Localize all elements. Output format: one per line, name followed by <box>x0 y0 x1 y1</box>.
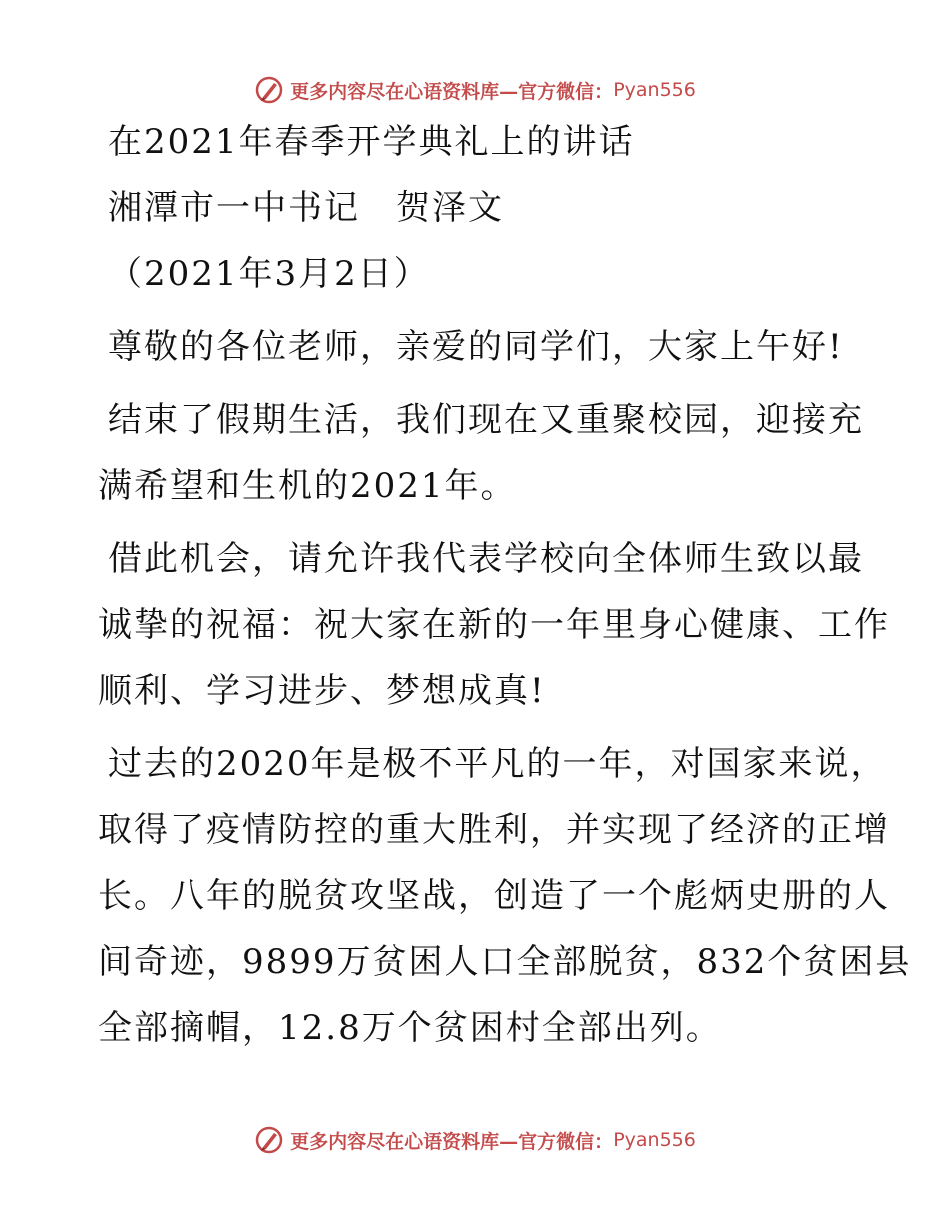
paragraph-line: 满希望和生机的2021年。 <box>98 466 517 506</box>
document-body <box>98 118 912 1052</box>
watermark-wechat-label: 官方微信： <box>518 80 614 103</box>
paragraph-line: 借此机会，请允许我代表学校向全体师生致以最 <box>108 539 864 579</box>
greeting: 尊敬的各位老师，亲爱的同学们，大家上午好! <box>108 327 844 367</box>
paragraph-3 <box>98 740 912 1052</box>
document-title: 在2021年春季开学典礼上的讲话 <box>108 122 635 162</box>
paragraph-line: 结束了假期生活，我们现在又重聚校园，迎接充 <box>108 400 864 440</box>
paragraph-2 <box>98 535 890 715</box>
watermark-text: 更多内容尽在心语资料库— <box>290 1130 519 1153</box>
quill-pen-icon <box>254 75 284 105</box>
watermark-text: 更多内容尽在心语资料库— <box>290 80 519 103</box>
paragraph-line: 诚挚的祝福：祝大家在新的一年里身心健康、工作 <box>98 605 890 645</box>
paragraph-line: 间奇迹，9899万贫困人口全部脱贫，832个贫困县 <box>98 942 912 982</box>
document-author: 湘潭市一中书记 贺泽文 <box>108 188 504 228</box>
footer-watermark <box>0 1120 950 1160</box>
header-watermark <box>0 70 950 110</box>
paragraph-1 <box>98 396 864 510</box>
paragraph-line: 长。八年的脱贫攻坚战，创造了一个彪炳史册的人 <box>98 876 890 916</box>
paragraph-line: 取得了疫情防控的重大胜利，并实现了经济的正增 <box>98 810 890 850</box>
document-date: （2021年3月2日） <box>108 254 430 294</box>
paragraph-line: 过去的2020年是极不平凡的一年，对国家来说， <box>108 744 887 784</box>
watermark-wechat-label: 官方微信： <box>518 1130 614 1153</box>
watermark-wechat-id: Pyan556 <box>613 1129 696 1151</box>
watermark-wechat-id: Pyan556 <box>613 79 696 101</box>
quill-pen-icon <box>254 1125 284 1155</box>
paragraph-line: 全部摘帽，12.8万个贫困村全部出列。 <box>98 1008 722 1048</box>
paragraph-line: 顺利、学习进步、梦想成真! <box>98 671 546 711</box>
